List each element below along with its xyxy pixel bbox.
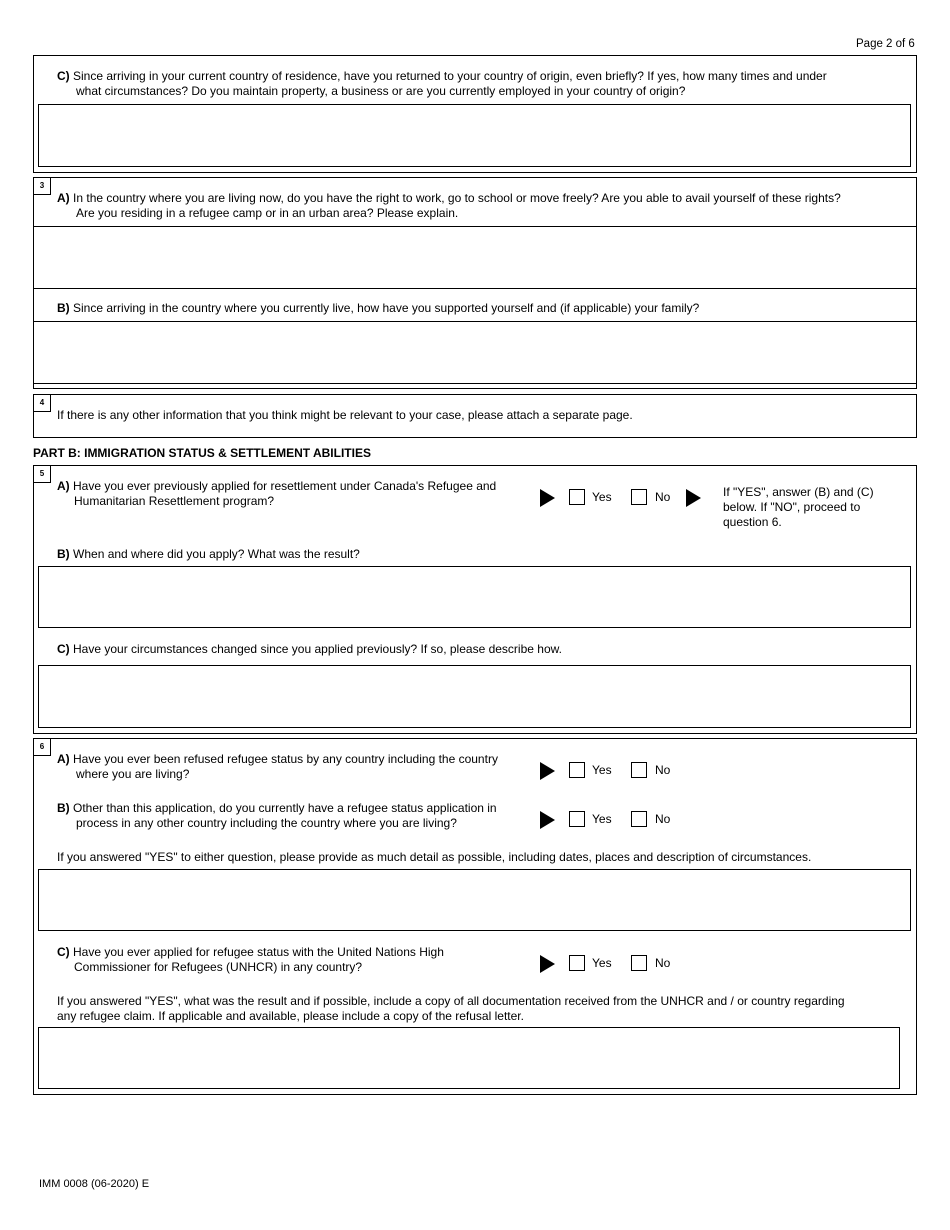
q5a-no-checkbox[interactable]: [631, 489, 647, 505]
q6a-no-checkbox[interactable]: [631, 762, 647, 778]
question-6b: B) Other than this application, do you currently have a refugee status application in process in any other country including the country where you are living?: [57, 801, 497, 830]
answer-field-3a[interactable]: [34, 226, 916, 289]
q5a-yes-label: Yes: [592, 490, 612, 504]
question-3b: B) Since arriving in the country where you currently live, how have you supported yourself and (if applicable) your family?: [57, 301, 700, 315]
q6a-yes-checkbox[interactable]: [569, 762, 585, 778]
q5a-yes-checkbox[interactable]: [569, 489, 585, 505]
page-number: Page 2 of 6: [856, 38, 915, 50]
q6b-yes-checkbox[interactable]: [569, 811, 585, 827]
q6c-yes-label: Yes: [592, 956, 612, 970]
answer-field-6ab[interactable]: [38, 869, 911, 931]
form-code-footer: IMM 0008 (06-2020) E: [39, 1178, 150, 1190]
question-number-3: 3: [34, 178, 51, 195]
question-5c: C) Have your circumstances changed since you applied previously? If so, please describe how.: [57, 642, 562, 656]
answer-field-6c[interactable]: [38, 1027, 900, 1089]
q6a-yes-label: Yes: [592, 763, 612, 777]
arrow-icon: [540, 955, 555, 973]
q6c-no-label: No: [655, 956, 671, 970]
answer-field-5b[interactable]: [38, 566, 911, 628]
q6c-yes-checkbox[interactable]: [569, 955, 585, 971]
question-number-5: 5: [34, 466, 51, 483]
arrow-icon: [540, 762, 555, 780]
question-6-yes-detail: If you answered "YES" to either question, please provide as much detail as possible, including dates, places and description of circumstances.: [57, 850, 812, 864]
question-6a: A) Have you ever been refused refugee status by any country including the country where you are living?: [57, 752, 498, 781]
arrow-icon: [540, 489, 555, 507]
q6b-no-label: No: [655, 812, 671, 826]
question-4: If there is any other information that you think might be relevant to your case, please attach a separate page.: [57, 408, 633, 422]
answer-field-5c[interactable]: [38, 665, 911, 728]
q6b-no-checkbox[interactable]: [631, 811, 647, 827]
question-number-4: 4: [34, 395, 51, 412]
question-number-6: 6: [34, 739, 51, 756]
arrow-icon: [686, 489, 701, 507]
q5-instruction-note: If "YES", answer (B) and (C) below. If "NO", proceed to question 6.: [723, 485, 874, 529]
question-6c-detail: If you answered "YES", what was the result and if possible, include a copy of all documentation received from the UNHCR and / or country regarding any refugee claim. If applicable and available, please include a copy of the refusal letter.: [57, 994, 845, 1023]
question-3a: A) In the country where you are living now, do you have the right to work, go to school or move freely? Are you able to avail yourself of these rights? Are you residing in a refugee camp or in an urban area? Please explain.: [57, 191, 841, 220]
q5a-no-label: No: [655, 490, 671, 504]
part-b-title: PART B: IMMIGRATION STATUS & SETTLEMENT ABILITIES: [33, 446, 371, 460]
answer-field-3b[interactable]: [34, 321, 916, 384]
q6c-no-checkbox[interactable]: [631, 955, 647, 971]
question-5a: A) Have you ever previously applied for resettlement under Canada's Refugee and Humanitarian Resettlement program?: [57, 479, 497, 508]
answer-field-2c[interactable]: [38, 104, 911, 167]
question-6c: C) Have you ever applied for refugee status with the United Nations High Commissioner for Refugees (UNHCR) in any country?: [57, 945, 444, 974]
q6a-no-label: No: [655, 763, 671, 777]
question-5b: B) When and where did you apply? What was the result?: [57, 547, 360, 561]
q6b-yes-label: Yes: [592, 812, 612, 826]
arrow-icon: [540, 811, 555, 829]
question-2c: C) Since arriving in your current country of residence, have you returned to your country of origin, even briefly? If yes, how many times and under what circumstances? Do you maintain property, a business or are you currently employed in your country of origin?: [57, 69, 827, 98]
